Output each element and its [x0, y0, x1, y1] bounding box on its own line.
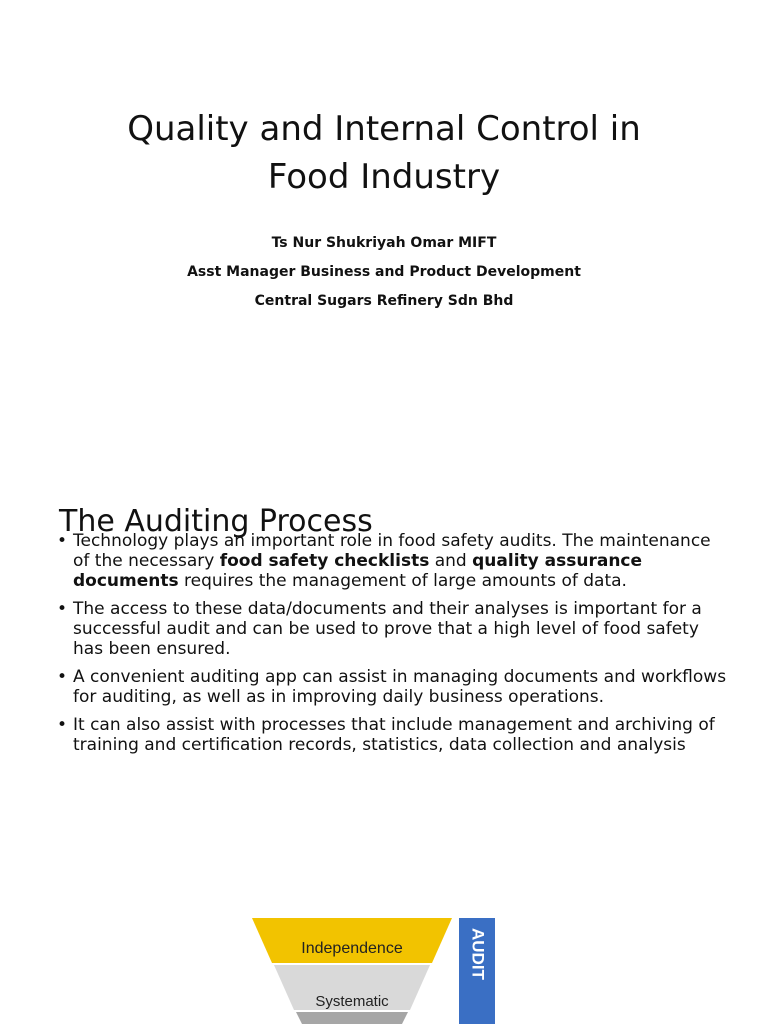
bullet-text: Technology plays an important role in food safety audits. The maintenance of the necessary	[73, 531, 711, 571]
audit-funnel-graphic	[252, 918, 500, 1024]
bullet-item	[57, 531, 727, 591]
funnel-label-independence: Independence	[301, 940, 403, 957]
funnel-label-systematic: Systematic	[315, 993, 389, 1010]
bullet-text: It can also assist with processes that include management and archiving of training and certification records, statistics, data collection and analysis	[73, 715, 715, 755]
title-slide	[0, 0, 768, 432]
bullet-item	[57, 715, 727, 755]
slide-title	[40, 105, 728, 201]
bullet-list	[57, 531, 727, 763]
author-position: Asst Manager Business and Product Development	[187, 264, 581, 280]
bullet-text: The access to these data/documents and their analyses is important for a successful audit and can be used to prove that a high level of food safety has been ensured.	[73, 599, 702, 659]
slide-heading: The Auditing Process	[59, 503, 373, 539]
auditing-process-slide	[0, 440, 768, 1024]
author-name: Ts Nur Shukriyah Omar MIFT	[271, 235, 497, 251]
bullet-text: and	[429, 551, 473, 571]
bullet-text: requires the management of large amounts of data.	[178, 571, 627, 591]
bullet-emphasis: food safety checklists	[219, 551, 430, 571]
bullet-text: A convenient auditing app can assist in managing documents and workflows for auditing, as well as in improving daily business operations.	[73, 667, 727, 707]
bullet-item	[57, 599, 727, 659]
company-name: Central Sugars Refinery Sdn Bhd	[254, 293, 514, 309]
bullet-item	[57, 667, 727, 707]
audit-side-label: AUDIT	[468, 928, 488, 980]
slide-subtitle	[40, 229, 728, 316]
slide-title-line-2: Food Industry	[267, 156, 501, 197]
bullet-emphasis: quality assurance documents	[73, 551, 643, 591]
slide-title-line-1: Quality and Internal Control in	[127, 108, 641, 149]
funnel-band-bottom	[296, 1012, 408, 1024]
